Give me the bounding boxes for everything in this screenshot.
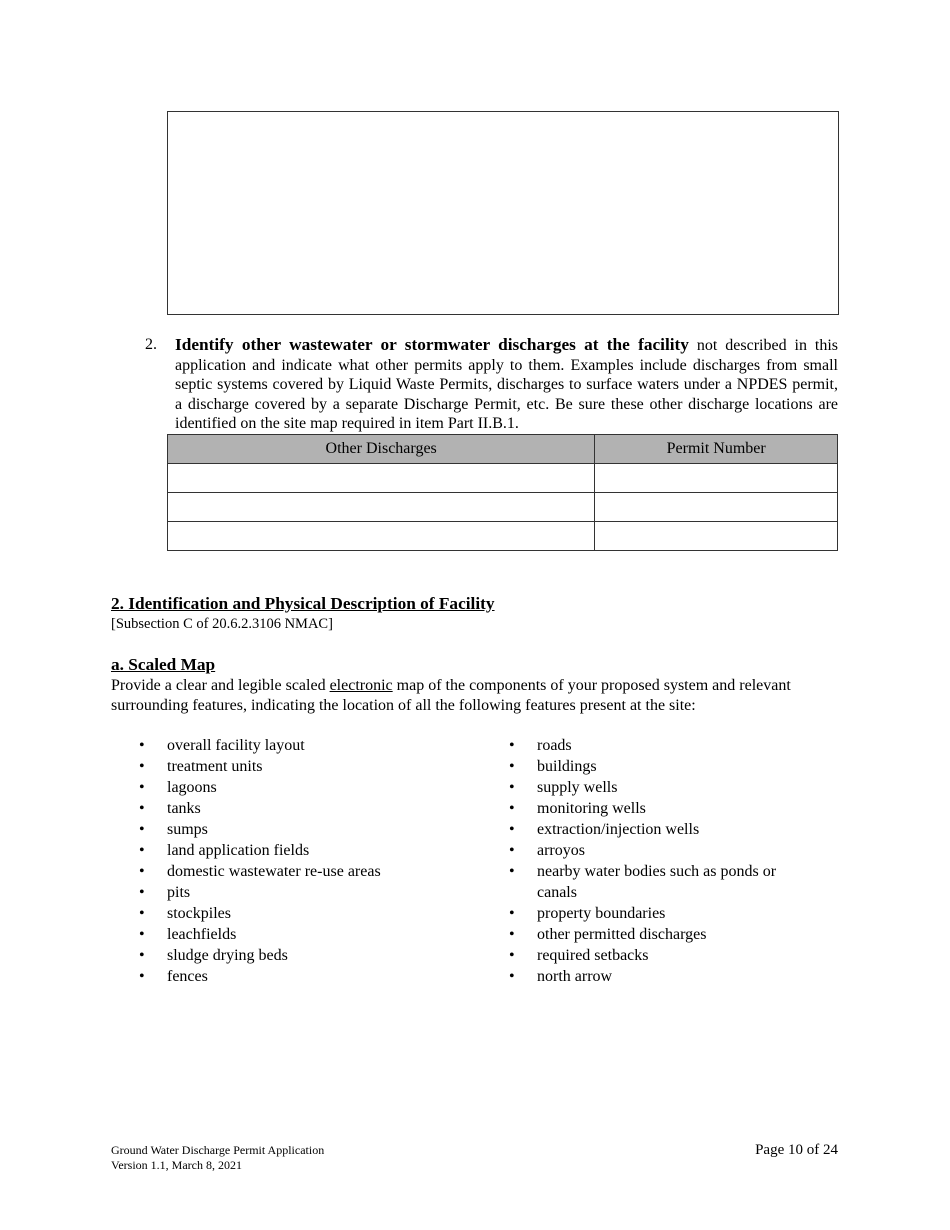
bullet-icon: •: [509, 947, 515, 964]
bullet-icon: •: [509, 863, 515, 880]
bullet-icon: •: [139, 926, 145, 943]
list-item: [509, 798, 809, 819]
bullet-icon: •: [509, 758, 515, 775]
bullet-icon: •: [509, 779, 515, 796]
list-item-text: buildings: [537, 758, 597, 775]
bullet-icon: •: [509, 737, 515, 754]
list-item: [509, 945, 809, 966]
instructions-underlined: electronic: [329, 677, 393, 694]
list-item: [139, 966, 479, 987]
list-item-text: pits: [167, 884, 191, 901]
permit-number-cell[interactable]: [595, 493, 838, 522]
list-item-text: north arrow: [537, 968, 613, 985]
list-item-text: land application fields: [167, 842, 310, 859]
list-item: [509, 966, 809, 987]
footer-version: Version 1.1, March 8, 2021: [111, 1158, 242, 1172]
list-item: [139, 777, 479, 798]
section-2-citation: [Subsection C of 20.6.2.3106 NMAC]: [111, 616, 333, 632]
list-item: [139, 924, 479, 945]
list-item: [139, 945, 479, 966]
list-item-text: leachfields: [167, 926, 237, 943]
list-item-text: domestic wastewater re-use areas: [167, 863, 381, 880]
list-item: [509, 735, 809, 756]
question-2: [145, 335, 838, 434]
bullet-icon: •: [139, 842, 145, 859]
list-item-text: monitoring wells: [537, 800, 646, 817]
list-item-text: stockpiles: [167, 905, 231, 922]
list-item-text: supply wells: [537, 779, 618, 796]
bullet-icon: •: [139, 821, 145, 838]
table-row: [168, 464, 838, 493]
list-item: [509, 924, 809, 945]
features-list-right: [509, 735, 809, 987]
list-item-text: treatment units: [167, 758, 263, 775]
bullet-icon: •: [139, 800, 145, 817]
list-item: [139, 840, 479, 861]
list-item: [509, 756, 809, 777]
features-list-left: [139, 735, 479, 987]
list-item: [509, 903, 809, 924]
footer-title: Ground Water Discharge Permit Application: [111, 1143, 325, 1157]
question-number: 2.: [145, 336, 157, 353]
list-item: [509, 840, 809, 861]
other-discharge-cell[interactable]: [168, 493, 595, 522]
list-item-text: property boundaries: [537, 905, 666, 922]
list-item-text: extraction/injection wells: [537, 821, 700, 838]
bullet-icon: •: [139, 737, 145, 754]
question-2-body: not described in this application and indicate what other permits apply to them. Examples include discharges from small septic systems covered by Liquid Waste Permits, discharges to surface waters under a NPDES permit, a discharge covered by a separate Discharge Permit, etc. Be sure these other discharge locations are identified on the site map required in item Part II.B.1.: [175, 337, 838, 432]
bullet-icon: •: [139, 779, 145, 796]
list-item-text: sumps: [167, 821, 208, 838]
question-2-bold: Identify other wastewater or stormwater discharges at the facility: [175, 335, 689, 354]
permit-number-cell[interactable]: [595, 464, 838, 493]
list-item: [139, 735, 479, 756]
bullet-icon: •: [509, 800, 515, 817]
list-item-text: fences: [167, 968, 208, 985]
permit-number-cell[interactable]: [595, 522, 838, 551]
bullet-icon: •: [139, 884, 145, 901]
list-item: [509, 861, 809, 903]
list-item-text: sludge drying beds: [167, 947, 288, 964]
bullet-icon: •: [509, 968, 515, 985]
table-header-row: [168, 435, 838, 464]
list-item: [139, 756, 479, 777]
bullet-icon: •: [139, 968, 145, 985]
other-discharge-cell[interactable]: [168, 464, 595, 493]
instructions-part-1: Provide a clear and legible scaled: [111, 677, 330, 694]
section-a-instructions: [111, 676, 838, 715]
bullet-icon: •: [139, 758, 145, 775]
list-item: [509, 777, 809, 798]
bullet-icon: •: [139, 947, 145, 964]
list-item: [139, 798, 479, 819]
footer-document-info: [111, 1143, 324, 1173]
bullet-icon: •: [139, 863, 145, 880]
bullet-icon: •: [509, 905, 515, 922]
list-item-text: lagoons: [167, 779, 217, 796]
list-item: [139, 861, 479, 882]
table-row: [168, 522, 838, 551]
instructions-part-2: map of the components of your proposed system and relevant surrounding features, indicating the location of all the following features present at the site:: [111, 677, 791, 714]
other-discharges-table: [167, 434, 838, 551]
section-a-heading: a. Scaled Map: [111, 655, 216, 674]
list-item-text: nearby water bodies such as ponds or canals: [537, 863, 777, 901]
list-item: [139, 819, 479, 840]
list-item: [139, 882, 479, 903]
section-2-heading: 2. Identification and Physical Description of Facility: [111, 594, 495, 613]
list-item-text: other permitted discharges: [537, 926, 707, 943]
other-discharge-cell[interactable]: [168, 522, 595, 551]
list-item-text: overall facility layout: [167, 737, 305, 754]
list-item-text: required setbacks: [537, 947, 649, 964]
response-text-box[interactable]: [167, 111, 839, 315]
bullet-icon: •: [509, 821, 515, 838]
list-item: [509, 819, 809, 840]
table-row: [168, 493, 838, 522]
question-2-text: [175, 335, 838, 434]
list-item: [139, 903, 479, 924]
bullet-icon: •: [509, 926, 515, 943]
header-other-discharges: Other Discharges: [168, 435, 595, 464]
bullet-icon: •: [509, 842, 515, 859]
header-permit-number: Permit Number: [595, 435, 838, 464]
list-item-text: roads: [537, 737, 572, 754]
bullet-icon: •: [139, 905, 145, 922]
list-item-text: arroyos: [537, 842, 585, 859]
list-item-text: tanks: [167, 800, 201, 817]
page-number: Page 10 of 24: [755, 1142, 838, 1158]
